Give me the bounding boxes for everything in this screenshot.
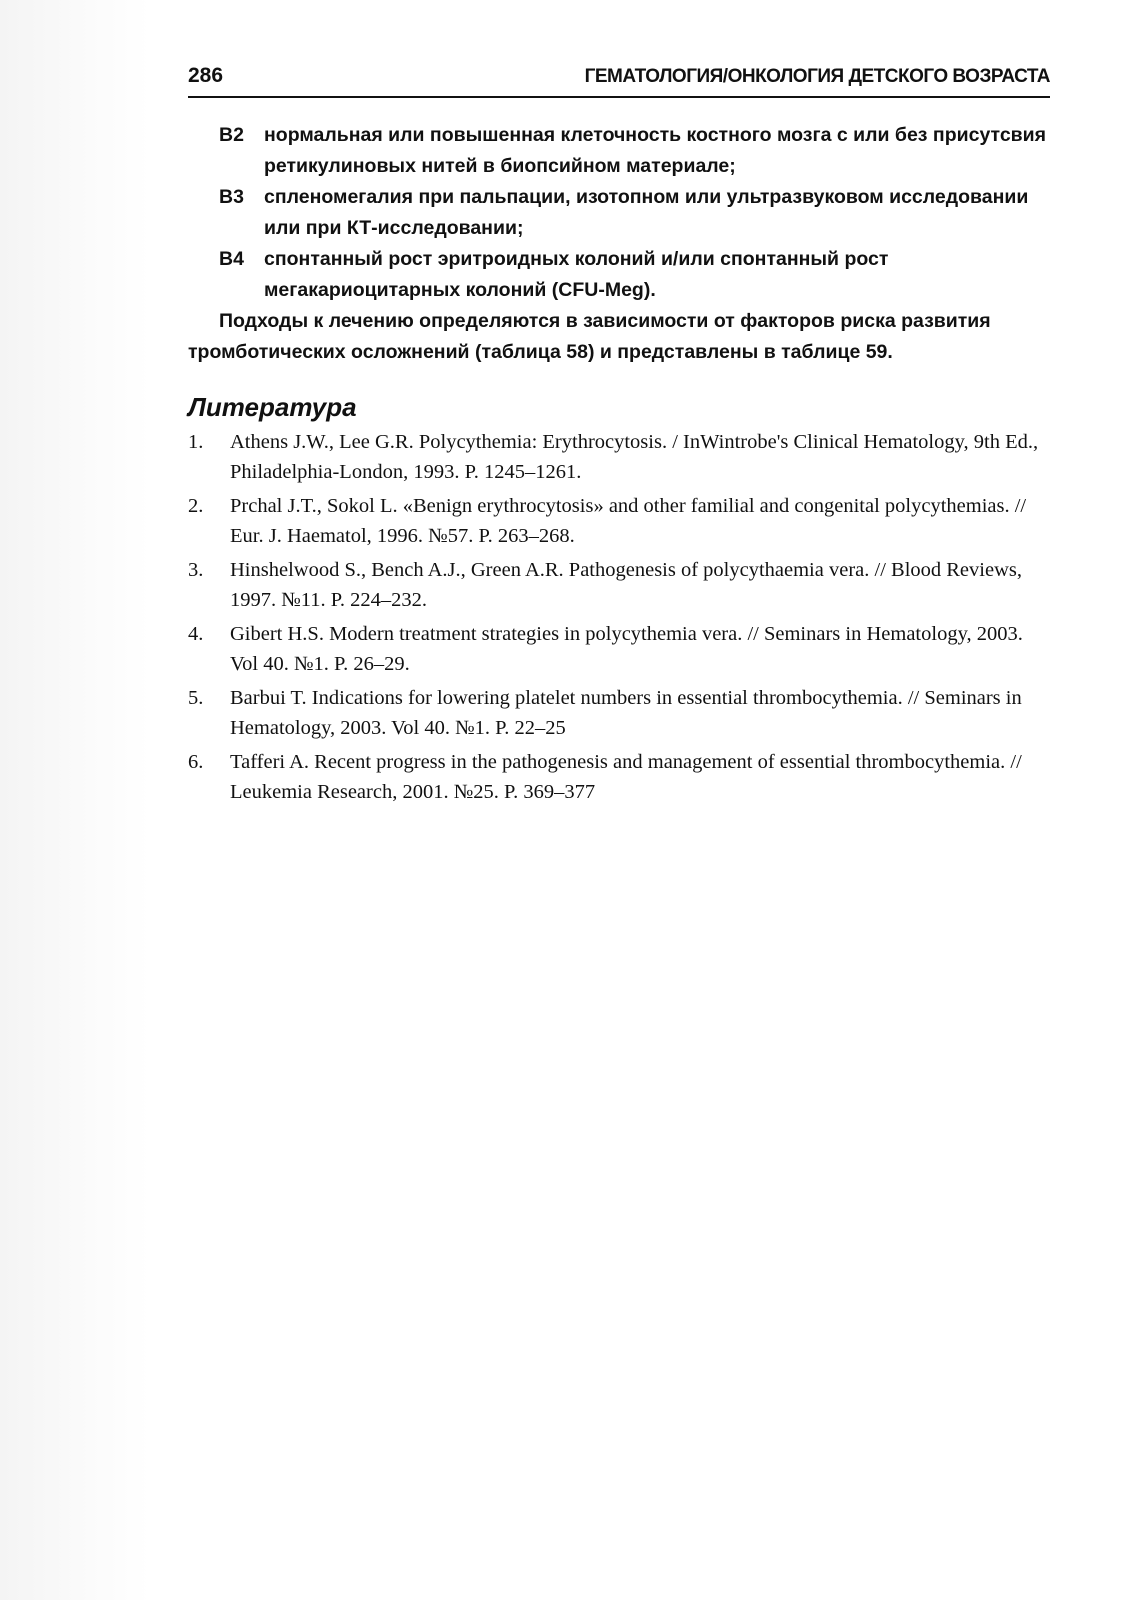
reference-item: [188, 619, 1050, 679]
criterion-text: нормальная или повышенная клеточность костного мозга с или без присутсвия ретикулиновых нитей в биопсийном материале;: [264, 124, 1047, 177]
reference-number: 3.: [188, 559, 204, 581]
reference-text: Tafferi A. Recent progress in the pathogenesis and management of essential thrombocythemia. // Leukemia Research, 2001. №25. P. 369–377: [230, 751, 1022, 803]
reference-text: Athens J.W., Lee G.R. Polycythemia: Erythrocytosis. / InWintrobe's Clinical Hematology, 9th Ed., Philadelphia-London, 1993. P. 1245–1261.: [230, 431, 1039, 483]
criterion-code: В3: [219, 186, 244, 208]
criterion-code: В2: [219, 124, 244, 146]
reference-list: [188, 427, 1050, 811]
literature-heading: Литература: [188, 392, 357, 422]
page-number: 286: [188, 64, 224, 87]
reference-text: Barbui T. Indications for lowering platelet numbers in essential thrombocythemia. // Seminars in Hematology, 2003. Vol 40. №1. P. 22–25: [230, 687, 1022, 739]
page-header: [188, 64, 1050, 98]
reference-number: 1.: [188, 431, 204, 453]
criterion-code: В4: [219, 248, 244, 270]
reference-text: Hinshelwood S., Bench A.J., Green A.R. Pathogenesis of polycythaemia vera. // Blood Reviews, 1997. №11. P. 224–232.: [230, 559, 1022, 611]
reference-number: 6.: [188, 751, 204, 773]
treatment-paragraph: Подходы к лечению определяются в зависимости от факторов риска развития тромботических осложнений (таблица 58) и представлены в таблице 59.: [188, 310, 991, 363]
reference-number: 4.: [188, 623, 204, 645]
running-title: ГЕМАТОЛОГИЯ/ОНКОЛОГИЯ ДЕТСКОГО ВОЗРАСТА: [584, 66, 1050, 87]
criterion-item: [188, 244, 1050, 306]
reference-item: [188, 555, 1050, 615]
criterion-text: спонтанный рост эритроидных колоний и/или спонтанный рост мегакариоцитарных колоний (CFU-Meg).: [264, 248, 889, 301]
reference-number: 2.: [188, 495, 204, 517]
reference-item: [188, 747, 1050, 807]
reference-number: 5.: [188, 687, 204, 709]
scan-edge-shadow: [0, 0, 150, 1600]
criterion-item: [188, 120, 1050, 182]
criterion-item: [188, 182, 1050, 244]
reference-text: Gibert H.S. Modern treatment strategies in polycythemia vera. // Seminars in Hematology, 2003. Vol 40. №1. P. 26–29.: [230, 623, 1023, 675]
criteria-block: [188, 120, 1050, 368]
reference-text: Prchal J.T., Sokol L. «Benign erythrocytosis» and other familial and congenital polycythemias. // Eur. J. Haematol, 1996. №57. P. 263–268.: [230, 495, 1027, 547]
reference-item: [188, 491, 1050, 551]
reference-item: [188, 427, 1050, 487]
criterion-text: спленомегалия при пальпации, изотопном или ультразвуковом исследовании или при КТ-исследовании;: [264, 186, 1029, 239]
reference-item: [188, 683, 1050, 743]
